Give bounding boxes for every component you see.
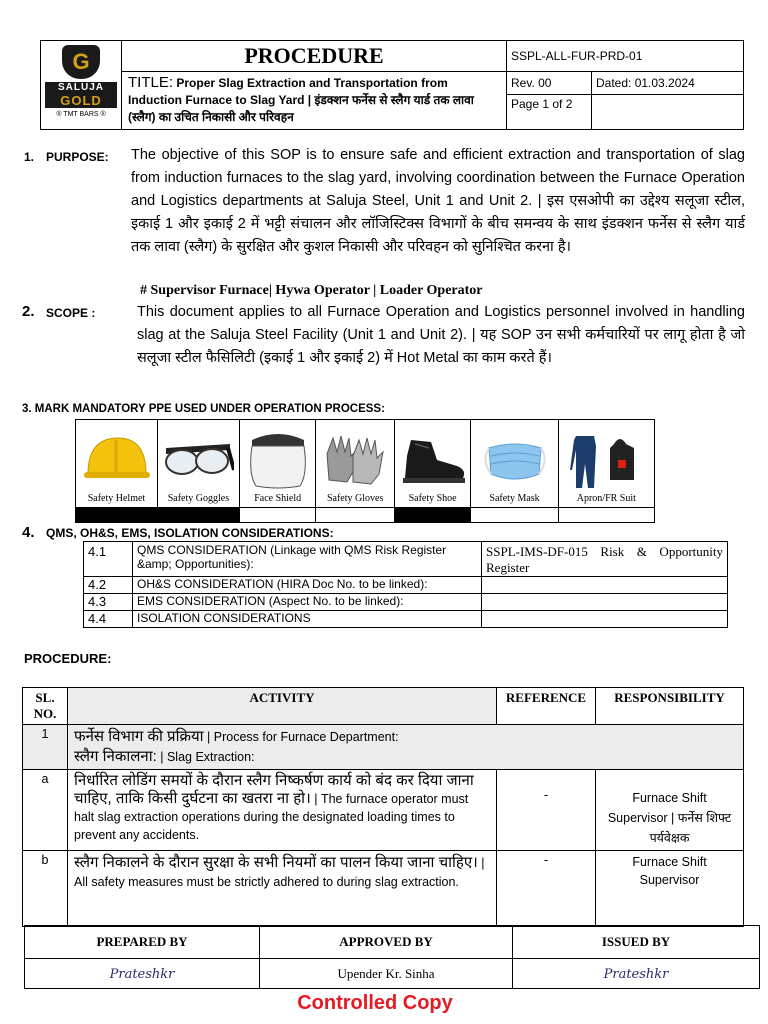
qms-row-no: 4.1 xyxy=(84,542,133,577)
dated: Dated: 01.03.2024 xyxy=(592,72,744,94)
qms-row-ref xyxy=(482,611,728,628)
qms-row-item: EMS CONSIDERATION (Aspect No. to be linked): xyxy=(133,594,482,611)
helmet-icon xyxy=(80,430,152,490)
row-activity xyxy=(68,851,497,927)
issued-by-label: ISSUED BY xyxy=(513,926,760,959)
purpose-label: PURPOSE: xyxy=(46,150,109,164)
ppe-label-gloves: Safety Gloves xyxy=(326,493,384,504)
title-label: TITLE: xyxy=(128,74,174,91)
ppe-label-shoe: Safety Shoe xyxy=(408,493,457,504)
activity-english: | Slag Extraction: xyxy=(156,750,255,764)
col-reference: REFERENCE xyxy=(497,688,596,725)
signature-image: Prateshkr xyxy=(603,966,669,982)
purpose-number: 1. xyxy=(24,150,35,164)
row-sl: a xyxy=(23,770,68,851)
goggles-icon xyxy=(162,430,234,490)
row-reference: - xyxy=(497,770,596,851)
ppe-mark-mask[interactable] xyxy=(471,508,558,523)
qms-row-item: OH&S CONSIDERATION (HIRA Doc No. to be linked): xyxy=(133,577,482,594)
face-shield-icon xyxy=(242,430,314,490)
ppe-cell-shoe xyxy=(394,420,471,508)
ppe-mark-helmet[interactable] xyxy=(76,508,158,523)
row-reference: - xyxy=(497,851,596,927)
col-activity: ACTIVITY xyxy=(68,688,497,725)
row-sl: b xyxy=(23,851,68,927)
activity-english: | The furnace operator must halt slag extraction operations during the designated loading times to prevent any accidents. xyxy=(74,792,469,842)
ppe-table xyxy=(75,419,655,523)
doc-code: SSPL-ALL-FUR-PRD-01 xyxy=(507,41,744,72)
ppe-label-goggles: Safety Goggles xyxy=(167,493,230,504)
approved-by-label: APPROVED BY xyxy=(260,926,513,959)
title-text: Proper Slag Extraction and Transportation from Induction Furnace to Slag Yard | इंडक्शन फर्नेस से स्लैग यार्ड तक लावा (स्लैग) का उचित निकासी और परिवहन xyxy=(128,76,474,124)
ppe-heading: 3. MARK MANDATORY PPE USED UNDER OPERATION PROCESS: xyxy=(22,403,385,415)
logo-line-2: GOLD xyxy=(45,93,117,108)
suit-icon xyxy=(570,430,642,490)
col-sl-no: SL. NO. xyxy=(23,688,68,725)
qms-row-ref: SSPL-IMS-DF-015 Risk & Opportunity Register xyxy=(482,542,728,577)
row-responsibility: Furnace Shift Supervisor xyxy=(596,851,744,927)
scope-label: SCOPE : xyxy=(46,306,96,320)
ppe-label-face-shield: Face Shield xyxy=(254,493,302,504)
controlled-copy-stamp: Controlled Copy xyxy=(297,992,453,1014)
logo-line-3: ® TMT BARS ® xyxy=(56,111,106,118)
activity-english: | All safety measures must be strictly adhered to during slag extraction. xyxy=(74,856,485,889)
mask-icon xyxy=(479,430,551,490)
table-row xyxy=(23,851,744,927)
qms-row-ref xyxy=(482,594,728,611)
roles-line: # Supervisor Furnace| Hywa Operator | Loader Operator xyxy=(140,283,483,298)
row-activity xyxy=(68,725,744,770)
ppe-cell-helmet xyxy=(76,420,158,508)
ppe-cell-suit xyxy=(558,420,654,508)
qms-number: 4. xyxy=(22,524,35,541)
logo-line-1: SALUJA xyxy=(45,82,117,93)
activity-hindi: निर्धारित लोडिंग समयों के दौरान स्लैग निष्कर्षण कार्य को बंद कर दिया जाना चाहिए, ताकि किसी दुर्घटना का खतरा ना हो। xyxy=(74,772,474,807)
gloves-icon xyxy=(319,430,391,490)
company-logo xyxy=(41,41,122,130)
rev-page-cell xyxy=(507,72,744,130)
procedure-heading: PROCEDURE: xyxy=(24,651,112,666)
qms-row-no: 4.4 xyxy=(84,611,133,628)
row-sl: 1 xyxy=(23,725,68,770)
ppe-label-mask: Safety Mask xyxy=(489,493,540,504)
ppe-label-suit: Apron/FR Suit xyxy=(576,493,636,504)
qms-row-no: 4.2 xyxy=(84,577,133,594)
col-responsibility: RESPONSIBILITY xyxy=(596,688,744,725)
scope-text: This document applies to all Furnace Operation and Logistics personnel involved in handling slag at the Saluja Steel Facility (Unit 1 and Unit 2). | यह SOP उन सभी कर्मचारियों पर लागू होता है जो सलूजा स्टील फैसिलिटी (इकाई 1 और इकाई 2) में Hot Metal का काम करते हैं। xyxy=(137,304,745,366)
activity-hindi: स्लैग निकालना: xyxy=(74,748,157,765)
qms-row-item: ISOLATION CONSIDERATIONS xyxy=(133,611,482,628)
purpose-text: The objective of this SOP is to ensure safe and efficient extraction and transportation of slag from induction furnaces to the slag yard, involving coordination between the Furnace Operation and Logistics departments at Saluja Steel, Unit 1 and Unit 2. | इस एसओपी का उद्देश्य सलूजा स्टील, इकाई 1 और इकाई 2 में भट्टी संचालन और लॉजिस्टिक्स विभागों के बीच समन्वय के साथ इंडक्शन फर्नेस से स्लैग यार्ड तक लावा (स्लैग) के सुरक्षित और कुशल निकासी और परिवहन को सुनिश्चित करना है। xyxy=(131,147,745,255)
activity-english: | Process for Furnace Department: xyxy=(203,730,399,744)
row-responsibility: Furnace Shift Supervisor | फर्नेस शिफ्ट पर्यवेक्षक xyxy=(596,770,744,851)
prepared-by-label: PREPARED BY xyxy=(25,926,260,959)
activity-hindi: फर्नेस विभाग की प्रक्रिया xyxy=(74,728,204,745)
ppe-mark-shoe[interactable] xyxy=(394,508,471,523)
qms-table xyxy=(83,541,728,628)
signature-image: Prateshkr xyxy=(109,966,175,982)
scope-number: 2. xyxy=(22,303,35,320)
qms-row-no: 4.3 xyxy=(84,594,133,611)
ppe-mark-face-shield[interactable] xyxy=(239,508,316,523)
issued-by-signature xyxy=(513,959,760,989)
approved-by-name: Upender Kr. Sinha xyxy=(260,959,513,989)
ppe-mark-gloves[interactable] xyxy=(316,508,394,523)
title-cell xyxy=(122,72,507,130)
procedure-table xyxy=(22,687,744,927)
prepared-by-signature xyxy=(25,959,260,989)
ppe-cell-goggles xyxy=(157,420,239,508)
ppe-mark-suit[interactable] xyxy=(558,508,654,523)
logo-shield-icon: G xyxy=(62,45,100,79)
table-row xyxy=(23,770,744,851)
page-number: Page 1 of 2 xyxy=(507,94,592,129)
qms-row-item: QMS CONSIDERATION (Linkage with QMS Risk Register &amp; Opportunities): xyxy=(133,542,482,577)
ppe-cell-face-shield xyxy=(239,420,316,508)
qms-heading: QMS, OH&S, EMS, ISOLATION CONSIDERATIONS: xyxy=(46,526,334,540)
qms-row-ref xyxy=(482,577,728,594)
signoff-table xyxy=(24,925,760,989)
revision: Rev. 00 xyxy=(507,72,592,94)
shoe-icon xyxy=(397,430,469,490)
document-header xyxy=(40,40,744,130)
ppe-label-helmet: Safety Helmet xyxy=(87,493,146,504)
ppe-cell-gloves xyxy=(316,420,394,508)
activity-hindi: स्लैग निकालने के दौरान सुरक्षा के सभी नियमों का पालन किया जाना चाहिए। xyxy=(74,854,478,871)
row-activity xyxy=(68,770,497,851)
ppe-cell-mask xyxy=(471,420,558,508)
ppe-mark-goggles[interactable] xyxy=(157,508,239,523)
table-row xyxy=(23,725,744,770)
doc-type-title: PROCEDURE xyxy=(122,41,507,72)
